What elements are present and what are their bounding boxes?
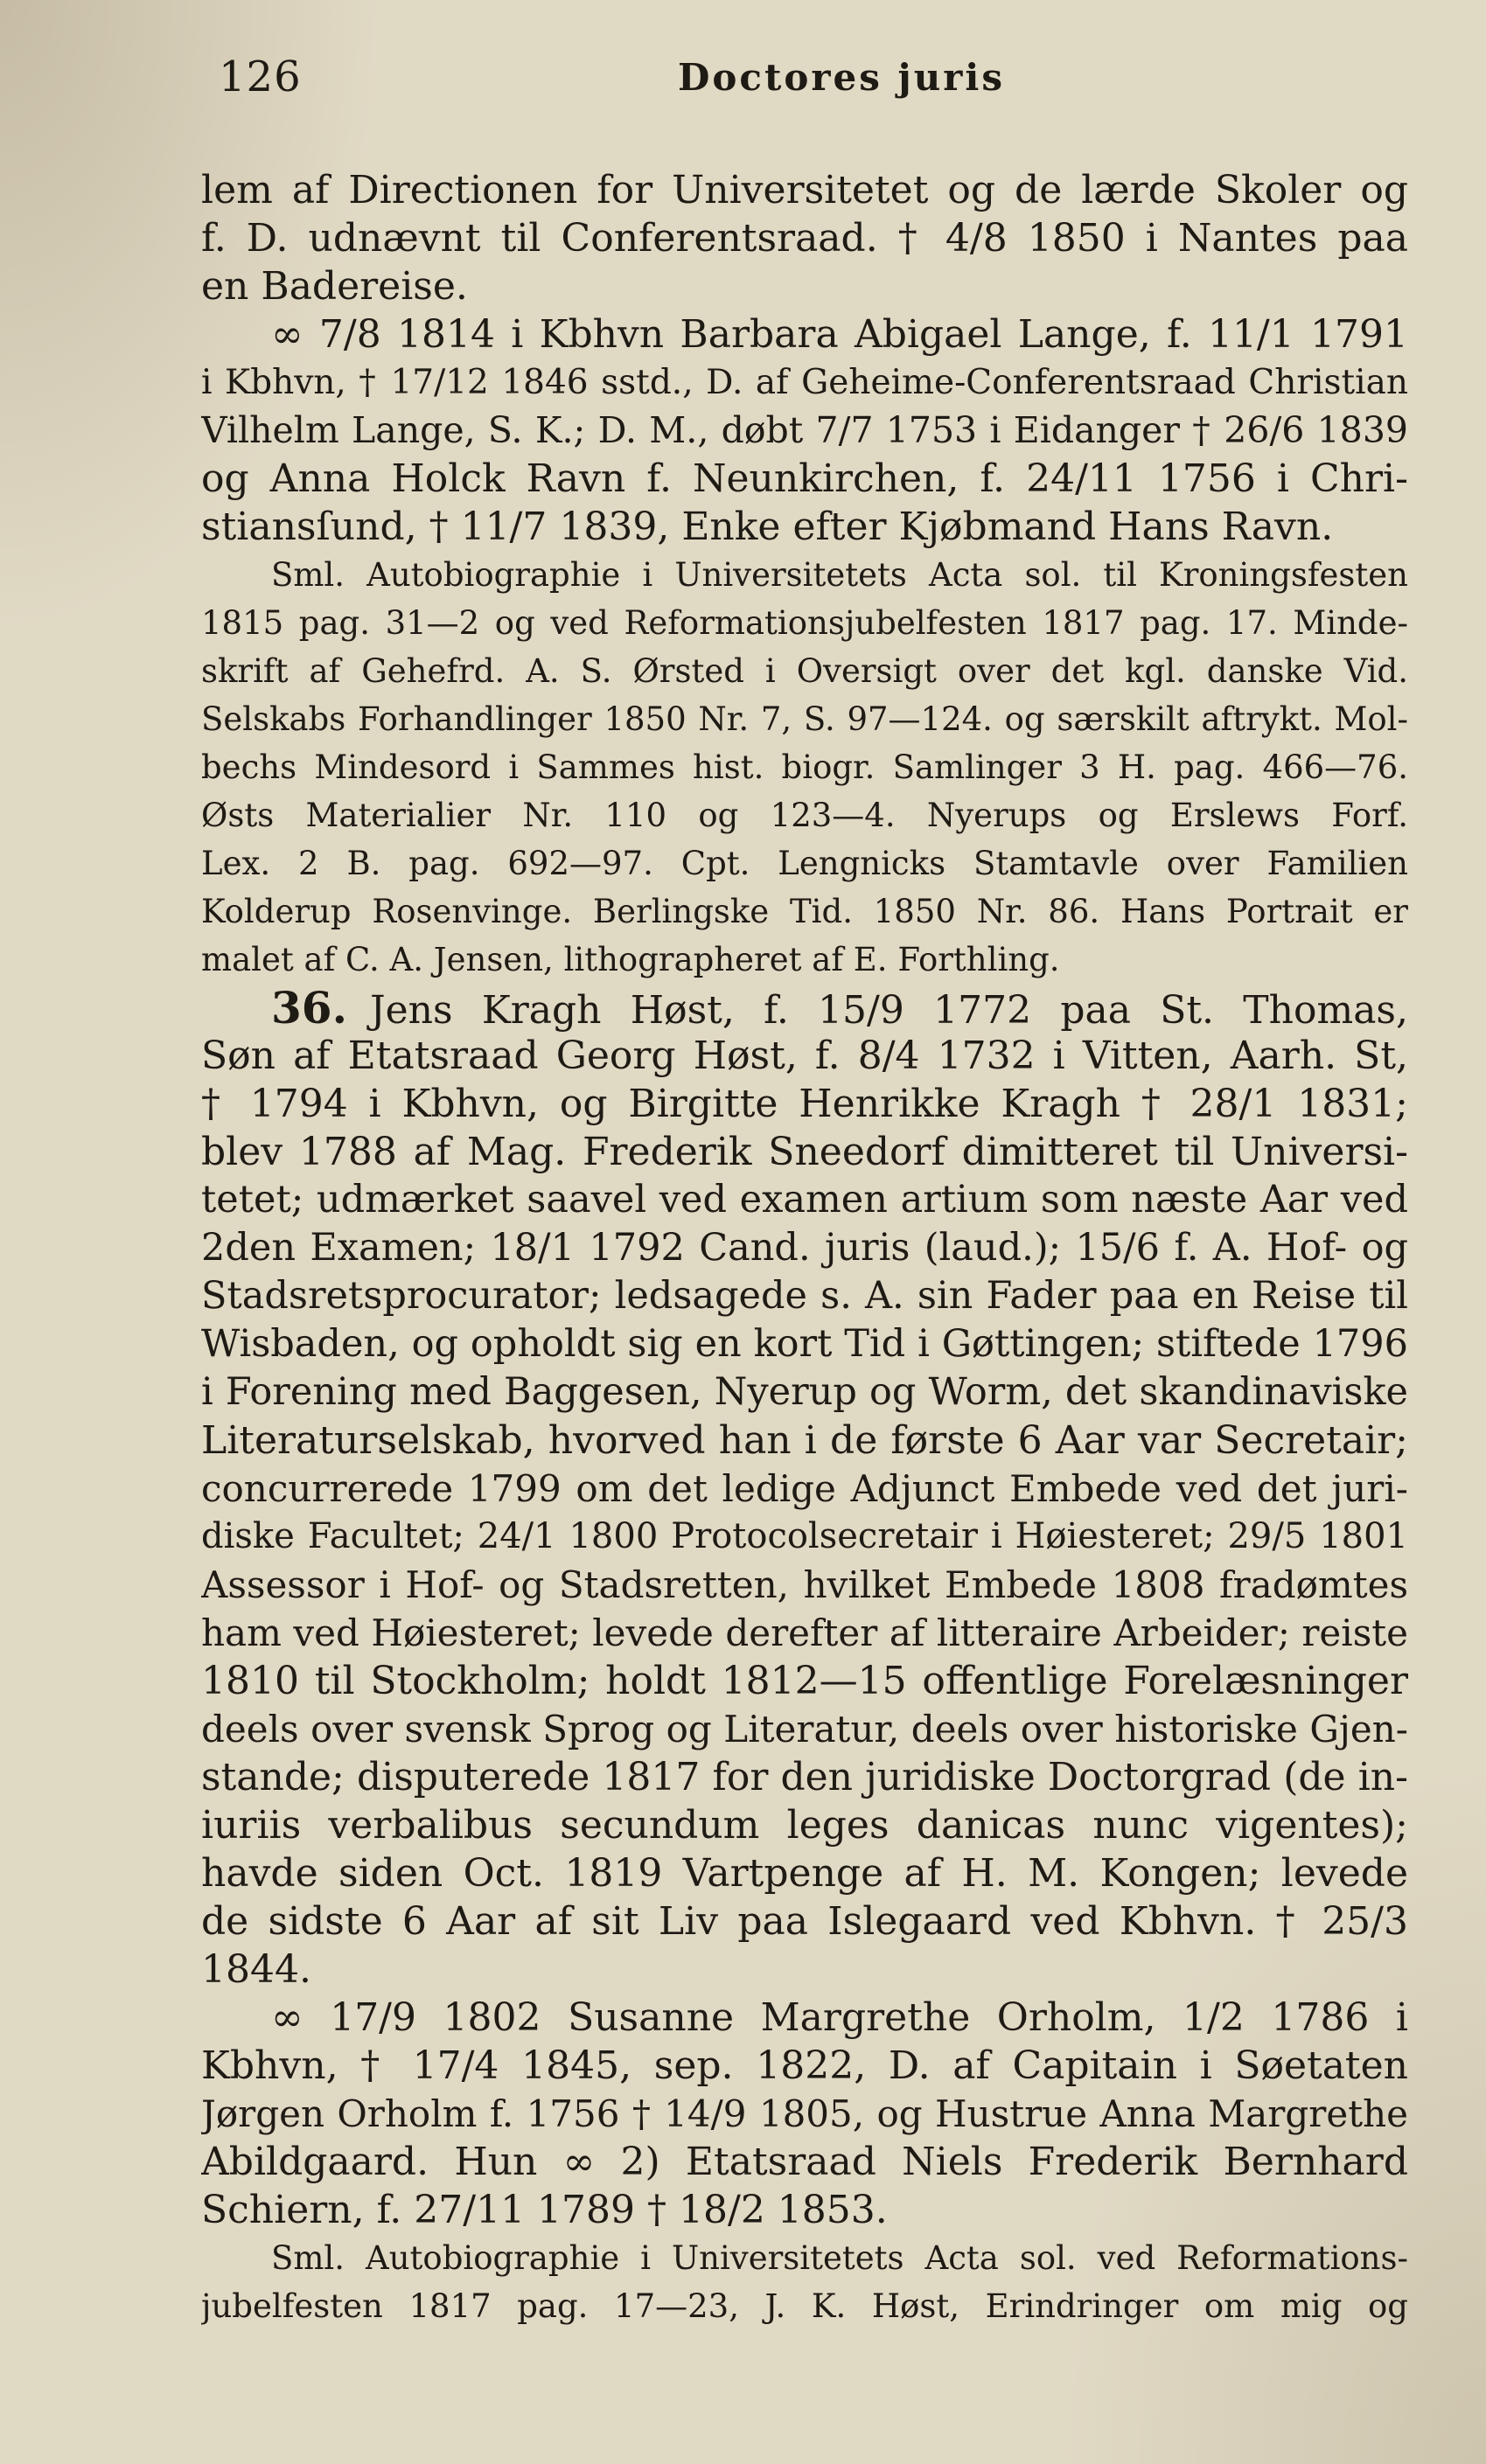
text-line: skrift af Gehefrd. A. S. Ørsted i Oversigt over det kgl. danske Vid. <box>201 652 1408 690</box>
text-line: 1810 til Stockholm; holdt 1812—15 offentlige Forelæsninger <box>201 1659 1408 1703</box>
text-line: tetet; udmærket saavel ved examen artium som næste Aar ved <box>201 1178 1408 1222</box>
text-line: Assessor i Hof- og Stadsretten, hvilket Embede 1808 fradømtes <box>201 1563 1408 1606</box>
text-line: Stadsretsprocurator; ledsagede s. A. sin Fader paa en Reise til <box>201 1274 1408 1318</box>
text-line: Kolderup Rosenvinge. Berlingske Tid. 1850 Nr. 86. Hans Portrait er <box>201 893 1408 930</box>
text-line: Jørgen Orholm f. 1756 † 14/9 1805, og Hustrue Anna Margrethe <box>201 2092 1408 2135</box>
text-line: malet af C. A. Jensen, lithographeret af E. Forthling. <box>201 941 1060 978</box>
text-line: havde siden Oct. 1819 Vartpenge af H. M. Kongen; levede <box>201 1851 1408 1896</box>
text-line: Lex. 2 B. pag. 692—97. Cpt. Lengnicks Stamtavle over Familien <box>201 845 1408 882</box>
text-line: Literaturselskab, hvorved han i de første 6 Aar var Secretair; <box>201 1418 1408 1463</box>
text-line: Kbhvn, † 17/4 1845, sep. 1822, D. af Capitain i Søetaten <box>201 2043 1408 2088</box>
page-number: 126 <box>219 52 302 101</box>
text-line: 2den Examen; 18/1 1792 Cand. juris (laud.); 15/6 f. A. Hof- og <box>201 1226 1408 1270</box>
text-line: de sidste 6 Aar af sit Liv paa Islegaard ved Kbhvn. † 25/3 <box>201 1899 1408 1944</box>
entry-heading-line <box>201 984 1408 1032</box>
text-line: concurrerede 1799 om det ledige Adjunct Embede ved det juri- <box>201 1467 1408 1510</box>
entry-name: Jens Kragh Høst, f. 15/9 1772 paa St. Thomas, <box>370 988 1408 1032</box>
continuation-paragraph <box>201 166 1408 310</box>
text-line: 1815 pag. 31—2 og ved Reformationsjubelfesten 1817 pag. 17. Minde- <box>201 604 1408 642</box>
marriage-paragraph <box>201 310 1408 551</box>
entry-number: 36. <box>271 984 347 1032</box>
text-line: i Kbhvn, † 17/12 1846 sstd., D. af Geheime-Conferentsraad Christian <box>201 363 1408 402</box>
text-line: lem af Directionen for Universitetet og de lærde Skoler og <box>201 168 1408 212</box>
text-line: deels over svensk Sprog og Literatur, deels over historiske Gjen- <box>201 1708 1408 1751</box>
text-line: i Forening med Baggesen, Nyerup og Worm, det skandinaviske <box>201 1370 1408 1414</box>
text-line: † 1794 i Kbhvn, og Birgitte Henrikke Kragh † 28/1 1831; <box>201 1082 1408 1126</box>
body-text <box>201 166 1408 2330</box>
text-line: Østs Materialier Nr. 110 og 123—4. Nyerups og Erslews Forf. <box>201 797 1408 834</box>
page-header-title: Doctores juris <box>678 56 1006 99</box>
text-line: blev 1788 af Mag. Frederik Sneedorf dimitteret til Universi- <box>201 1130 1408 1174</box>
text-line: diske Facultet; 24/1 1800 Protocolsecretair i Høiesteret; 29/5 1801 <box>201 1516 1408 1556</box>
text-line: Søn af Etatsraad Georg Høst, f. 8/4 1732 i Vitten, Aarh. St, <box>201 1034 1408 1078</box>
text-line: Selskabs Forhandlinger 1850 Nr. 7, S. 97—124. og særskilt aftrykt. Mol- <box>201 700 1408 738</box>
text-line: og Anna Holck Ravn f. Neunkirchen, f. 24/11 1756 i Chri- <box>201 456 1408 501</box>
marriage-paragraph-2 <box>201 1994 1408 2234</box>
text-line: stiansſund, † 11/7 1839, Enke efter Kjøbmand Hans Ravn. <box>201 505 1334 549</box>
text-line: ham ved Høiesteret; levede derefter af litteraire Arbeider; reiste <box>201 1611 1408 1654</box>
text-line: Vilhelm Lange, S. K.; D. M., døbt 7/7 1753 i Eidanger † 26/6 1839 <box>201 409 1408 451</box>
text-line: Abildgaard. Hun ∞ 2) Etatsraad Niels Frederik Bernhard <box>201 2140 1408 2184</box>
sources-paragraph-2 <box>201 2234 1408 2330</box>
text-line: ∞ 17/9 1802 Susanne Margrethe Orholm, 1/2 1786 i <box>271 1995 1408 2040</box>
text-line: en Badereise. <box>201 264 468 309</box>
text-line: ∞ 7/8 1814 i Kbhvn Barbara Abigael Lange, f. 11/1 1791 <box>271 312 1408 357</box>
text-line: 1844. <box>201 1947 311 1992</box>
text-line: stande; disputerede 1817 for den juridiske Doctorgrad (de in- <box>201 1755 1408 1799</box>
text-line: Schiern, f. 27/11 1789 † 18/2 1853. <box>201 2188 888 2232</box>
sources-paragraph <box>201 551 1408 984</box>
text-line: Sml. Autobiographie i Universitetets Acta sol. ved Reformations- <box>271 2239 1408 2277</box>
text-line: Wisbaden, og opholdt sig en kort Tid i Gøttingen; stiftede 1796 <box>201 1322 1408 1366</box>
text-line: iuriis verbalibus secundum leges danicas nunc vigentes); <box>201 1803 1408 1848</box>
text-line: f. D. udnævnt til Conferentsraad. † 4/8 1850 i Nantes paa <box>201 216 1408 261</box>
running-head <box>219 52 1408 105</box>
text-line: jubelfesten 1817 pag. 17—23, J. K. Høst, Erindringer om mig og <box>201 2287 1408 2325</box>
text-line: Sml. Autobiographie i Universitetets Acta sol. til Kroningsfesten <box>271 556 1408 594</box>
text-line: bechs Mindesord i Sammes hist. biogr. Samlinger 3 H. pag. 466—76. <box>201 748 1408 786</box>
entry-36 <box>201 984 1408 1994</box>
